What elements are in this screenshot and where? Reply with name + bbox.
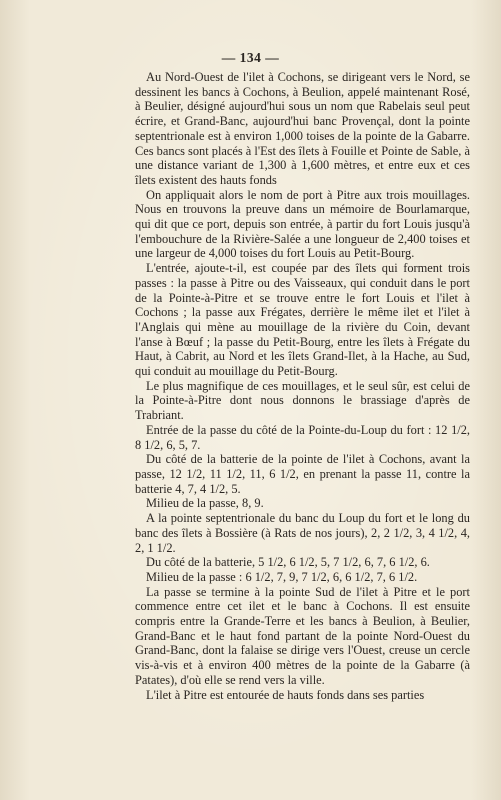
paragraph: Au Nord-Ouest de l'ilet à Cochons, se dirigeant vers le Nord, se dessinent les bancs à Cochons, à Beulion, appelé maintenant Rosé, à Beulier, désigné aujourd'hui sous un nom que Rabelais seul peut écrire, et Grand-Banc, aujourd'hui banc Provençal, dont la pointe septentrionale est à environ 1,000 toises de la pointe de la Gabarre. Ces bancs sont placés à l'Est des îlets à Fouille et Pointe de Sable, à une distance variant de 1,300 à 1,600 mètres, et entre eux et ces îlets existent des hauts fonds	[135, 70, 470, 187]
paragraph: Du côté de la batterie, 5 1/2, 6 1/2, 5, 7 1/2, 6, 7, 6 1/2, 6.	[146, 555, 430, 570]
paragraph: L'ilet à Pitre est entourée de hauts fonds dans ses parties	[146, 687, 425, 702]
paragraph: Milieu de la passe : 6 1/2, 7, 9, 7 1/2, 6, 6 1/2, 7, 6 1/2.	[146, 569, 418, 584]
paragraph: Milieu de la passe, 8, 9.	[146, 496, 264, 511]
paragraph: Le plus magnifique de ces mouillages, et le seul sûr, est celui de la Pointe-à-Pitre dont nous donnons le brassiage d'après de Trabriant.	[135, 378, 470, 423]
paragraph: Du côté de la batterie de la pointe de l'ilet à Cochons, avant la passe, 12 1/2, 11 1/2, 11, 6 1/2, en prenant la passe 11, contre la batterie 4, 7, 4 1/2, 5.	[135, 452, 470, 496]
paragraph: La passe se termine à la pointe Sud de l'ilet à Pitre et le port commence entre cet ilet et le banc à Cochons. Il est ensuite compris entre la Grande-Terre et les bancs à Beulion, à Beulier, Grand-Banc et le haut fond partant de la pointe Nord-Ouest du Grand-Banc, dont la falaise se dirige vers l'Ouest, creuse un cercle vis-à-vis et à environ 400 mètres de la pointe de la Gabarre (à Patates), d'où elle se rend vers la ville.	[135, 584, 470, 687]
paragraph: A la pointe septentrionale du banc du Loup du fort et le long du banc des îlets à Bossière (à Rats de nos jours), 2, 2 1/2, 3, 4 1/2, 4, 2, 1 1/2.	[135, 511, 470, 555]
paragraph: On appliquait alors le nom de port à Pitre aux trois mouillages. Nous en trouvons la preuve dans un mémoire de Bourlamarque, qui dit que ce port, depuis son entrée, à partir du fort Louis jusqu'à l'embouchure de la Rivière-Salée a une longueur de 2,400 toises et une largeur de 4,000 toises du fort Louis au Petit-Bourg.	[135, 187, 470, 261]
paragraph: Entrée de la passe du côté de la Pointe-du-Loup du fort : 12 1/2, 8 1/2, 6, 5, 7.	[135, 422, 470, 452]
body-text	[135, 70, 470, 702]
paragraph: L'entrée, ajoute-t-il, est coupée par des îlets qui forment trois passes : la passe à Pitre ou des Vaisseaux, qui conduit dans le port de la Pointe-à-Pitre et se trouve entre le fort Louis et l'ilet à Cochons ; la passe aux Frégates, derrière le même ilet et l'ilet à l'Anglais qui mène au mouillage de la rivière du Coin, devant l'anse à Bœuf ; la passe du Petit-Bourg, entre les îlets à Frégate du Haut, à Cabrit, au Nord et les îlets Grand-Ilet, à la Hache, au Sud, qui conduit au mouillage du Petit-Bourg.	[135, 261, 470, 379]
page-number: — 134 —	[221, 50, 280, 65]
